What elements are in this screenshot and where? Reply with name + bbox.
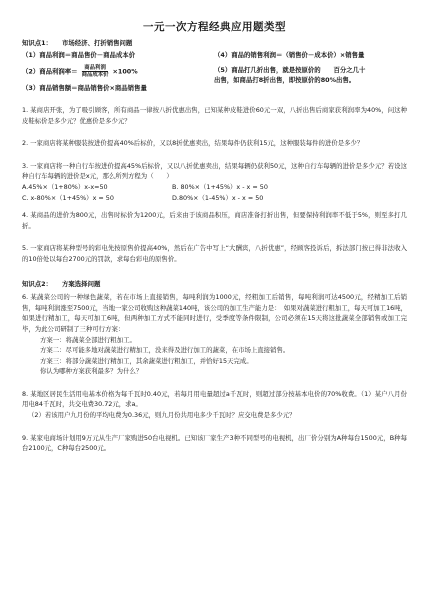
question-6: 6. 某蔬菜公司的一种绿色蔬菜，若在市场上直接销售，每吨利润为1000元，经粗加工后销售，每吨利润可达4500元，经精加工后销售，每吨利润涨至7500元，当地一家公司收购这种蔬菜140吨，该公司的加工生产能力是： 如果对蔬菜进行粗加工，每天可加工16吨，如果进行精加工，每天可加工6吨，但两种加工方式不能同时进行，受季度等条件限制，公司必须在15天将这批蔬菜全部销售或加工完毕，为此公司研制了三种可行方案： [22,293,407,333]
question-9: 9. 某家电商场计划用9万元从生产厂家购进50台电视机。已知该厂家生产3种不同型号的电视机，出厂价分别为A种每台1500元，B种每台2100元，C种每台2500元。 [22,433,407,453]
option-a: A.45%×（1+80%）x-x=50 [22,182,108,191]
formula-profit: （1）商品利润＝商品售价－商品成本价 [22,50,136,59]
formula-discount-line2: 出售，如商品打8折出售，即按原价的80%出售。 [214,75,356,84]
fraction-numerator: 商品利润 [84,64,106,71]
page-title: 一元一次方程经典应用题类型 [143,21,286,33]
formula-sales-profit: （4）商品的销售利润＝（销售价－成本价）×销售量 [214,50,365,59]
section-heading-1 [22,38,407,49]
formula-discount [214,65,407,85]
formula-profit-rate [22,65,214,78]
formula-column-left [22,50,214,98]
fraction-denominator: 商品成本价 [81,71,109,78]
plan-3: 方案三：将部分蔬菜进行精加工，其余蔬菜进行粗加工，并恰好15天完成。 [40,356,253,365]
plan-2: 方案二：尽可能多地对蔬菜进行精加工，没来得及进行加工的蔬菜，在市场上直接销售。 [40,346,290,355]
option-b: B. 80%×（1+45%）x - x = 50 [172,182,268,191]
section-name: 方案选择问题 [62,279,101,288]
question-3: 3. 一家商店将一种自行车按进价提高45%后标价，又以八折优惠卖出，结果每辆仍获利50元，这种自行车每辆的进价是多少元？若设这种自行车每辆的进价是x元，那么所列方程为（ ） [22,161,407,181]
question-3-options-row1 [22,182,407,193]
formula-column-right [214,50,407,98]
question-8: 8. 某地区居民生活用电基本价格为每千瓦时0.40元，若每月用电量超过a千瓦时，则超过部分按基本电价的70%收费。（1）某户八月份用电84千瓦时，共交电费30.72元，求a。 [22,389,407,409]
section-label: 知识点2： [22,279,53,288]
formula-profit-rate-prefix: （2）商品利润率＝ [22,67,78,76]
option-d: D.80%×（1-45%）x - x = 50 [172,193,264,202]
section-name: 市场经济、打折销售问题 [62,39,133,47]
formula-discount-line1: （5）商品打几折出售，就是按原价的 百分之几十 [214,65,366,74]
question-8-part2: （2）若该用户九月份的平均电费为0.36元，则九月份共用电多少千瓦时？应交电费是多少元？ [28,411,296,420]
section-label: 知识点1： [22,39,53,47]
formula-sales: （3）商品销售额＝商品销售价×商品销售量 [22,84,147,92]
fraction [80,65,111,78]
question-6-ask: 你认为哪种方案获利最多？为什么？ [40,367,143,376]
formula-block [22,50,407,98]
question-1: 1. 某商店开张，为了吸引顾客，所有商品一律按八折优惠出售，已知某种皮鞋进价60元一双，八折出售后商家获利润率为40%，问这种皮鞋标价是多少元？优惠价是多少元？ [22,106,407,125]
section-heading-2 [22,279,407,290]
question-2: 2. 一家商店将某种服装按进价提高40%后标价，又以8折优惠卖出，结果每件仍获利15元，这种服装每件的进价是多少？ [22,139,364,148]
option-c: C. x-80%×（1+45%）x = 50 [22,193,114,202]
plan-1: 方案一：将蔬菜全部进行粗加工。 [40,335,136,344]
question-5: 5. 一家商店将某种型号的彩电先按原售价提高40%，然后在广告中写上“大酬宾，八折优惠”，经顾客投诉后，拆法部门按已得非法收入的10倍处以每台2700元的罚款，求每台彩电的原售价。 [22,244,407,263]
question-3-options-row2 [22,193,407,204]
formula-profit-rate-suffix: ×100% [112,67,138,76]
question-4: 4. 某商品的进价为800元，出售时标价为1200元，后来由于该商品积压，商店准备打折出售，但要保持利润率不低于5%，则至多打几折。 [22,211,407,230]
